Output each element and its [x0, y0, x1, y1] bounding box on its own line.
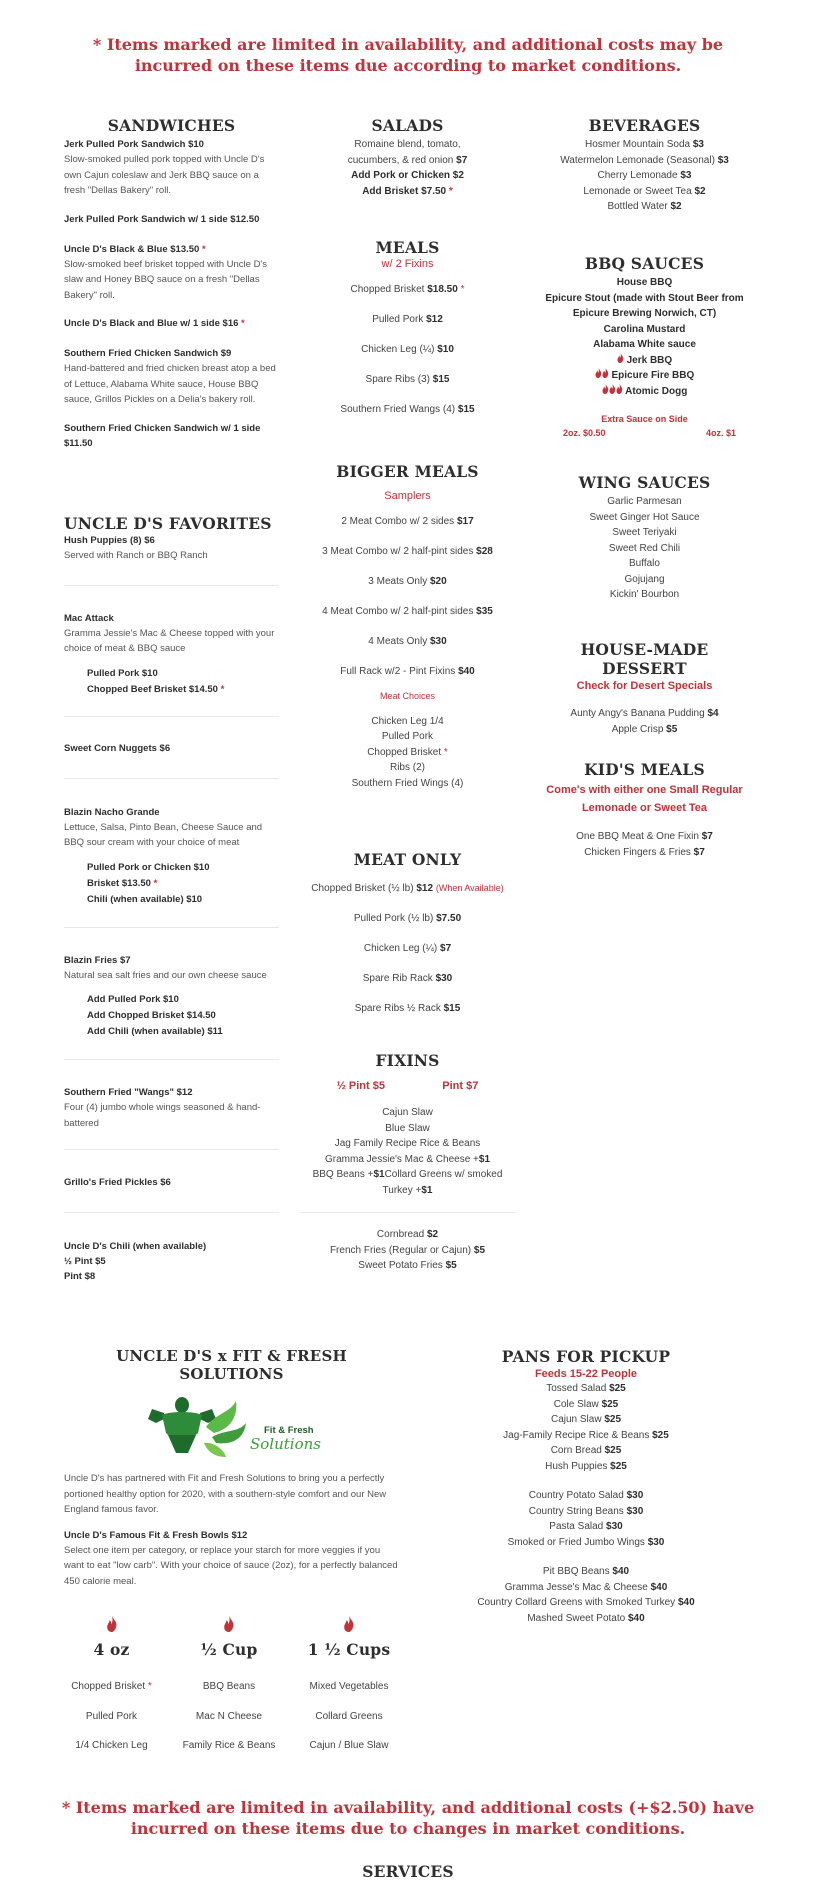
item-name: Spare Rib Rack: [362, 973, 433, 984]
item-name: Cajun Slaw: [550, 1414, 602, 1425]
menu-item: [300, 634, 515, 650]
item-price: $7: [701, 831, 713, 842]
meat-only-list: [300, 881, 515, 1017]
dessert-list: [537, 706, 752, 737]
item-name: Hush Puppies: [545, 1460, 608, 1472]
menu-item: [300, 941, 515, 957]
item-price: $25: [610, 1460, 627, 1472]
item-price: $40: [650, 1581, 668, 1593]
item-name: Chicken Leg (¼): [363, 943, 438, 954]
meals-section: [300, 238, 515, 418]
menu-item: [300, 664, 515, 680]
beverages-section: [537, 116, 752, 215]
fitfresh-bowls-desc: Select one item per category, or replace your starch for more veggies if you want to eat "low carb". With your choice of sauce (2oz), for a perfectly balanced 450 calorie meal.: [64, 1544, 398, 1587]
item-name: Chopped Brisket: [350, 284, 425, 295]
logo-text-fitfresh: Fit & Fresh: [264, 1425, 314, 1436]
pans-subheading: Feeds 15-22 People: [534, 1368, 638, 1380]
item-name: Country String Beans: [528, 1505, 624, 1517]
menu-item: [452, 1412, 720, 1428]
item-name: 4 Meat Combo w/ 2 half-pint sides: [322, 606, 474, 617]
fixins-section: [300, 1051, 515, 1274]
fitfresh-section: [64, 1347, 399, 1589]
menu-item: [452, 1428, 720, 1444]
meals-heading: MEALS: [375, 238, 440, 257]
list-item: Sweet Red Chili: [608, 542, 681, 554]
item-name: Country Potato Salad: [528, 1490, 624, 1501]
menu-item: Grillo's Fried Pickles $6: [64, 1177, 171, 1188]
item-name: Cornbread: [376, 1229, 425, 1240]
item-price: $15: [432, 374, 450, 385]
item-price: $25: [601, 1398, 619, 1410]
item-name: Hosmer Mountain Soda: [585, 139, 691, 150]
bigger-meals-list: [300, 514, 515, 680]
menu-item: Southern Fried Chicken Sandwich $9 Hand-battered and fried chicken breast atop a bed of Lettuce, Alabama White sauce, House BBQ sauce, Grillos Pickles on a Delia's bakery roll.: [64, 348, 276, 405]
item-name: Pulled Pork (½ lb): [353, 913, 434, 924]
item-name: 2 Meat Combo w/ 2 sides: [341, 516, 455, 527]
item-name: Spare Ribs ½ Rack: [354, 1003, 441, 1014]
menu-item: [452, 1580, 720, 1596]
item-price: $30: [647, 1536, 665, 1548]
divider: [64, 1059, 279, 1060]
fixins-list: Cajun Slaw Blue Slaw Jag Family Recipe Rice & Beans Gramma Jessie's Mac & Cheese +$1 BBQ Beans +$1Collard Greens w/ smoked Turkey +$1: [312, 1107, 503, 1196]
menu-item: [300, 1258, 515, 1274]
services-heading: SERVICES: [362, 1862, 454, 1881]
pans-list: [452, 1381, 720, 1474]
item-price: $3: [692, 139, 704, 150]
favorites-heading: UNCLE D'S FAVORITES: [64, 514, 272, 533]
menu-item: [300, 342, 515, 358]
item-price: $25: [609, 1383, 626, 1394]
item-price: $2: [694, 185, 706, 197]
menu-item: [300, 282, 515, 298]
list-item: Sweet Teriyaki: [612, 527, 677, 538]
menu-item: [537, 199, 752, 215]
menu-item: [452, 1397, 720, 1413]
bottom-notice: * Items marked are limited in availability, and additional costs (+$2.50) have incurred on these items due to changes in market conditions.: [61, 1798, 755, 1838]
item-price: $7.50: [436, 913, 462, 924]
menu-item: [452, 1611, 720, 1627]
list-item: Buffalo: [629, 558, 660, 569]
item-name: Gramma Jesse's Mac & Cheese: [504, 1581, 648, 1593]
menu-item: [300, 514, 515, 530]
item-name: Aunty Angy's Banana Pudding: [570, 708, 705, 719]
menu-item: [300, 1001, 515, 1017]
pans-heading: PANS FOR PICKUP: [501, 1347, 671, 1366]
kids-section: KID'S MEALS Come's with either one Small Regular Lemonade or Sweet Tea One BBQ Meat & One Fixin $7 Chicken Fingers & Fries $7: [537, 760, 752, 860]
item-name: Full Rack w/2 - Pint Fixins: [340, 666, 456, 677]
item-name: Chicken Fingers & Fries: [584, 846, 691, 858]
wing-sauces-heading: WING SAUCES: [578, 473, 711, 492]
item-price: $25: [604, 1445, 622, 1456]
item-price: $2: [426, 1229, 439, 1240]
list-item: Garlic Parmesan: [607, 496, 682, 507]
divider: [64, 585, 279, 586]
item-name: Country Collard Greens with Smoked Turkey: [477, 1597, 676, 1608]
item-name: Spare Ribs (3): [365, 374, 430, 385]
bbq-sauces-heading: BBQ SAUCES: [584, 254, 705, 273]
menu-item: [452, 1443, 720, 1459]
list-item: Sweet Ginger Hot Sauce: [589, 511, 700, 523]
item-name: Pulled Pork: [372, 314, 424, 325]
bbq-sauce-list: House BBQ Epicure Stout (made with Stout Beer from Epicure Brewing Norwich, CT) Carolina Mustard Alabama White sauce Jerk BBQ Epicure Fire BBQ Atomic Dogg: [537, 275, 752, 399]
item-price: $7: [693, 846, 705, 858]
item-price: $15: [457, 404, 475, 415]
menu-item: [537, 706, 752, 722]
wing-sauces-list: [537, 494, 752, 603]
divider: [300, 1212, 515, 1213]
fitfresh-portions: [64, 1616, 399, 1754]
flame-icon: [299, 1616, 399, 1635]
menu-item: Southern Fried Chicken Sandwich w/ 1 side $11.50: [64, 422, 261, 449]
menu-item: [452, 1564, 720, 1580]
dessert-section: [537, 640, 752, 737]
item-price: $3: [680, 170, 692, 181]
menu-item: [537, 153, 752, 169]
fitfresh-heading: UNCLE D'S x FIT & FRESH SOLUTIONS: [116, 1347, 347, 1383]
item-price: $28: [476, 546, 493, 557]
meat-choices-label: Meat Choices: [379, 690, 436, 701]
meals-list: [300, 282, 515, 418]
item-price: $30: [626, 1505, 644, 1517]
divider: [64, 1149, 279, 1150]
item-name: Corn Bread: [550, 1445, 602, 1456]
item-price: $40: [458, 666, 475, 677]
portion-col: 1 ½ Cups Mixed Vegetables Collard Greens Cajun / Blue Slaw: [299, 1616, 399, 1754]
bigger-meals-section: [300, 462, 515, 791]
pans-list: [452, 1564, 720, 1626]
salads-section: SALADS Romaine blend, tomato, cucumbers, & red onion $7 Add Pork or Chicken $2 Add Brisket $7.50 *: [300, 116, 515, 199]
item-price: $30: [430, 636, 447, 647]
menu-item: Hush Puppies (8) $6 Served with Ranch or BBQ Ranch: [64, 535, 208, 561]
item-price: $4: [707, 708, 719, 719]
portion-col: 4 oz Chopped Brisket * Pulled Pork 1/4 Chicken Leg: [64, 1616, 159, 1754]
item-price: $40: [612, 1566, 630, 1577]
extra-sauce-prices: 2oz. $0.50 4oz. $1: [563, 428, 736, 438]
flame-icon: [617, 353, 624, 369]
fixins-extras-list: [300, 1227, 515, 1274]
divider: [64, 1212, 279, 1213]
menu-item: Sweet Corn Nuggets $6: [64, 742, 171, 754]
salads-heading: SALADS: [371, 116, 444, 135]
item-price: $20: [430, 576, 447, 587]
item-price: $12: [426, 314, 443, 325]
divider: [64, 927, 279, 928]
item-name: Cole Slaw: [553, 1398, 599, 1410]
wing-sauces-section: [537, 473, 752, 603]
fixins-sizes: ½ Pint $5 Pint $7: [336, 1080, 479, 1092]
flame-icon: [64, 1616, 159, 1635]
menu-item: [452, 1488, 720, 1504]
item-name: 3 Meat Combo w/ 2 half-pint sides: [322, 546, 474, 557]
item-price: $5: [473, 1244, 486, 1256]
item-name: Tossed Salad: [546, 1383, 607, 1394]
menu-item: Mac Attack Gramma Jessie's Mac & Cheese topped with your choice of meat & BBQ sauce Pulled Pork $10 Chopped Beef Brisket $14.50 *: [64, 612, 275, 695]
menu-item: [300, 881, 515, 897]
menu-item: [537, 184, 752, 200]
menu-item: Uncle D's Black and Blue w/ 1 side $16 *: [64, 318, 245, 329]
item-price: $17: [456, 516, 474, 527]
item-note: (When Available): [435, 883, 504, 893]
list-item: Kickin' Bourbon: [609, 589, 680, 600]
item-name: Pit BBQ Beans: [542, 1566, 610, 1577]
list-item: Gojujang: [624, 573, 665, 585]
item-name: Apple Crisp: [611, 723, 664, 735]
menu-item: Jerk Pulled Pork Sandwich $10 Slow-smoked pulled pork topped with Uncle D's own Cajun coleslaw and Jerk BBQ sauce on a fresh "Dellas Bakery" roll.: [64, 139, 265, 196]
menu-item: [537, 829, 752, 845]
item-price: $15: [443, 1003, 461, 1014]
item-price: $25: [652, 1429, 669, 1441]
pans-list: [452, 1488, 720, 1550]
item-name: Bottled Water: [607, 201, 668, 212]
item-price: $40: [627, 1612, 645, 1624]
fitfresh-logo: [146, 1393, 321, 1461]
fitfresh-intro: Uncle D's has partnered with Fit and Fresh Solutions to bring you a perfectly portioned healthy option for 2020, with a southern-style comfort and our New England famous favor.: [64, 1473, 387, 1515]
item-name: One BBQ Meat & One Fixin: [576, 831, 699, 842]
item-price: $30: [626, 1490, 644, 1501]
item-price: $30: [435, 973, 453, 984]
menu-item: Southern Fried "Wangs" $12 Four (4) jumbo whole wings seasoned & hand-battered: [64, 1087, 261, 1129]
item-name: 3 Meats Only: [368, 576, 428, 587]
portion-col: ½ Cup BBQ Beans Mac N Cheese Family Rice & Beans: [174, 1616, 284, 1754]
logo-text-solutions: Solutions: [250, 1435, 321, 1453]
item-name: Southern Fried Wangs (4): [340, 404, 456, 415]
sandwiches-heading: SANDWICHES: [107, 116, 236, 135]
pans-section: [452, 1347, 720, 1626]
item-price: $25: [604, 1414, 622, 1425]
menu-item: [300, 971, 515, 987]
menu-item: [452, 1459, 720, 1475]
item-name: Chicken Leg (¼): [361, 344, 435, 355]
divider: [64, 778, 279, 779]
item-price: $5: [445, 1260, 457, 1271]
limited-star: *: [460, 284, 465, 295]
item-price: $12: [416, 883, 434, 894]
menu-item: [537, 845, 752, 861]
menu-item: Blazin Nacho Grande Lettuce, Salsa, Pinto Bean, Cheese Sauce and BBQ sour cream with your choice of meat Pulled Pork or Chicken $10 Brisket $13.50 * Chili (when available) $10: [64, 806, 263, 905]
dessert-subheading: Check for Desert Specials: [576, 680, 713, 692]
item-price: $40: [677, 1597, 695, 1608]
menu-item: [300, 1243, 515, 1259]
top-notice: * Items marked are limited in availability, and additional costs may be incurred on these items due according to market conditions.: [92, 35, 724, 75]
meat-only-section: [300, 850, 515, 1017]
menu-item: [300, 1227, 515, 1243]
meat-only-heading: MEAT ONLY: [353, 850, 462, 869]
menu-item: [537, 137, 752, 153]
item-name: 4 Meats Only: [368, 636, 428, 647]
extra-sauce-label: Extra Sauce on Side: [601, 414, 688, 424]
item-name: Chopped Brisket (½ lb): [311, 883, 414, 894]
item-price: $35: [476, 606, 493, 617]
menu-item: [300, 544, 515, 560]
menu-item: Uncle D's Chili (when available) ½ Pint $5 Pint $8: [64, 1241, 207, 1282]
menu-item: [300, 911, 515, 927]
beverages-list: [537, 137, 752, 215]
bbq-sauces-section: [537, 254, 752, 438]
menu-item: [300, 402, 515, 418]
item-price: $3: [717, 154, 729, 166]
menu-item: Uncle D's Black & Blue $13.50 * Slow-smoked beef brisket topped with Uncle D's slaw and Honey BBQ sauce on a fresh "Dellas Bakery" roll.: [64, 243, 267, 301]
bigger-meals-heading: BIGGER MEALS: [336, 462, 479, 481]
item-price: $10: [437, 344, 454, 355]
item-name: Jag-Family Recipe Rice & Beans: [503, 1429, 650, 1441]
item-name: Pasta Salad: [549, 1521, 604, 1532]
item-price: $5: [666, 723, 678, 735]
menu-item: [452, 1595, 720, 1611]
meals-subheading: w/ 2 Fixins: [381, 258, 434, 270]
flame-icon: [602, 384, 623, 400]
meat-choices-list: Chicken Leg 1/4 Pulled Pork Chopped Brisket * Ribs (2) Southern Fried Wings (4): [351, 715, 464, 789]
dessert-heading: HOUSE-MADE DESSERT: [580, 640, 709, 678]
flame-icon: [174, 1616, 284, 1635]
menu-item: [300, 312, 515, 328]
beverages-heading: BEVERAGES: [588, 116, 701, 135]
menu-item: [452, 1519, 720, 1535]
item-name: Smoked or Fried Jumbo Wings: [507, 1536, 645, 1548]
flame-icon: [595, 368, 609, 384]
menu-item: Blazin Fries $7 Natural sea salt fries and our own cheese sauce Add Pulled Pork $10 Add Chopped Brisket $14.50 Add Chili (when available) $11: [64, 954, 267, 1037]
menu-item: [452, 1535, 720, 1551]
item-name: Cherry Lemonade: [597, 170, 678, 181]
menu-item: [452, 1381, 720, 1397]
menu-item: [537, 722, 752, 738]
fixins-heading: FIXINS: [375, 1051, 440, 1070]
menu-item: [537, 168, 752, 184]
kids-heading: KID'S MEALS: [584, 760, 705, 779]
item-name: Mashed Sweet Potato: [527, 1612, 626, 1624]
item-name: French Fries (Regular or Cajun): [329, 1244, 472, 1256]
item-price: $30: [606, 1521, 623, 1532]
item-price: $18.50: [427, 284, 458, 295]
menu-item: [300, 604, 515, 620]
samplers-subheading: Samplers: [384, 490, 431, 502]
item-price: $2: [670, 201, 682, 212]
item-name: Watermelon Lemonade (Seasonal): [560, 154, 715, 166]
menu-item: [300, 574, 515, 590]
menu-item: [300, 372, 515, 388]
item-price: $7: [440, 943, 452, 954]
favorites-section: [64, 514, 279, 1284]
divider: [64, 716, 279, 717]
menu-item: Jerk Pulled Pork Sandwich w/ 1 side $12.50: [64, 213, 260, 225]
menu-item: [452, 1504, 720, 1520]
fitfresh-bowls-title: Uncle D's Famous Fit & Fresh Bowls $12: [64, 1529, 248, 1541]
item-name: Sweet Potato Fries: [358, 1260, 443, 1271]
item-name: Lemonade or Sweet Tea: [583, 185, 692, 197]
sandwiches-section: [64, 116, 279, 451]
kids-list: [537, 829, 752, 860]
